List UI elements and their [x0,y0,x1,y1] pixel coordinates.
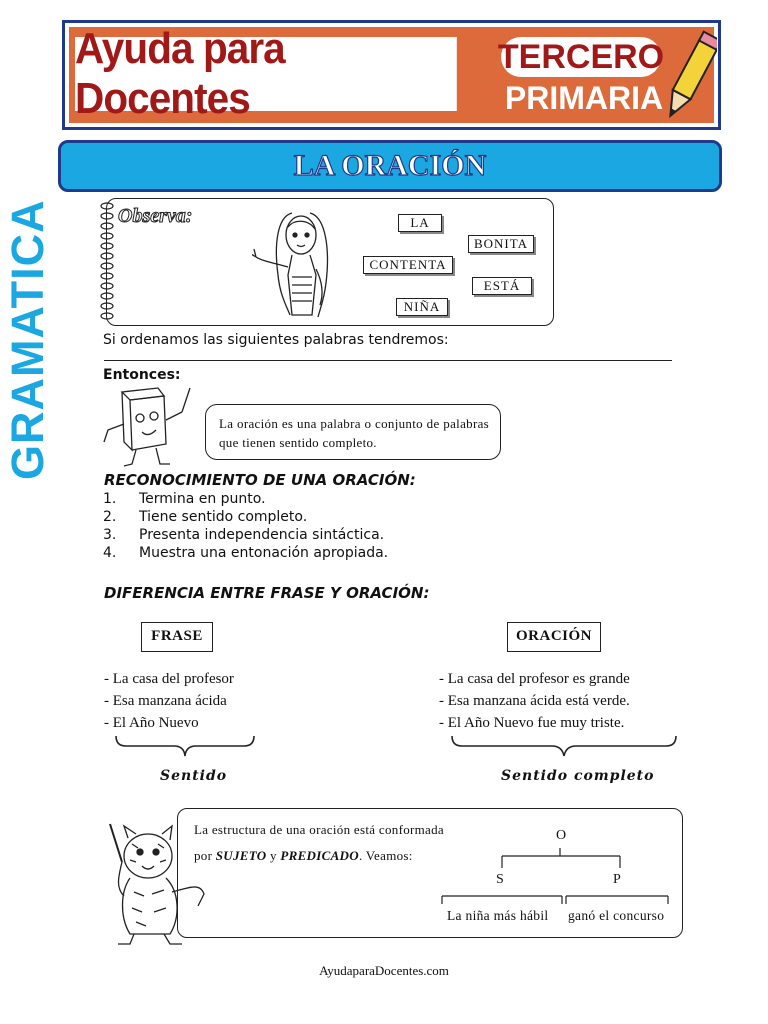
predicado-term: PREDICADO [280,848,359,863]
footer-link[interactable]: AyudaparaDocentes.com [319,963,449,978]
list-item: 4. Muestra una entonación apropiada. [103,545,389,561]
list-item: 2. Tiene sentido completo. [103,509,308,525]
observe-label: Observa: [118,205,193,227]
banner-background [69,24,714,123]
oracion-example: - La casa del profesor es grande [439,671,630,687]
oracion-example: - Esa manzana ácida está verde. [439,693,630,709]
tree-lines [440,846,670,914]
word-card: LA [398,214,442,232]
structure-line-1: La estructura de una oración está conformada [194,822,444,837]
frase-example: - La casa del profesor [104,671,234,687]
side-label [2,199,82,540]
frase-example: - Esa manzana ácida [104,693,227,709]
title-bar [58,140,722,192]
frase-caption: Sentido [160,768,228,784]
entonces-label: Entonces: [103,367,181,383]
tree-root: O [556,828,567,843]
recognition-list [103,490,388,562]
word-card: CONTENTA [363,256,453,274]
tree-left-node: S [496,872,504,887]
prompt-text: Si ordenamos las siguientes palabras tendremos: [103,332,449,348]
list-item: 1. Termina en punto. [103,491,266,507]
tree-right-node: P [613,872,621,887]
grade-badge [497,37,665,117]
oracion-example: - El Año Nuevo fue muy triste. [439,715,625,731]
word-card: BONITA [468,235,534,253]
book-mascot-illustration [100,384,196,470]
list-item: 3. Presenta independencia sintáctica. [103,527,385,543]
page-title: LA ORACIÓN [293,149,487,182]
word-card: NIÑA [396,298,448,316]
definition-text: La oración es una palabra o conjunto de palabras que tienen sentido completo. [219,416,489,450]
header-banner [62,20,721,130]
pencil-icon [665,29,717,125]
girl-illustration [252,205,348,323]
grade-line-1: TERCERO [497,37,665,76]
sujeto-term: SUJETO [215,848,267,863]
frase-label: FRASE [141,622,213,652]
brand-title: Ayuda para Docentes [75,37,457,111]
frase-brace [112,734,258,760]
oracion-label: ORACIÓN [507,622,601,652]
word-card: ESTÁ [472,277,532,295]
grade-line-2: PRIMARIA [504,79,664,116]
structure-line-2: por SUJETO y PREDICADO. Veamos: [194,848,413,863]
frase-example: - El Año Nuevo [104,715,199,731]
recognition-heading: RECONOCIMIENTO DE UNA ORACIÓN: [104,471,416,489]
spiral-binding-icon [98,200,116,326]
tree-left-text: La niña más hábil [447,908,549,923]
tree-right-text: ganó el concurso [568,908,665,923]
side-label-text: GRAMATICA [2,199,53,480]
oracion-caption: Sentido completo [501,768,655,784]
oracion-brace [448,734,680,760]
answer-line [104,360,672,361]
difference-heading: DIFERENCIA ENTRE FRASE Y ORACIÓN: [104,584,430,602]
